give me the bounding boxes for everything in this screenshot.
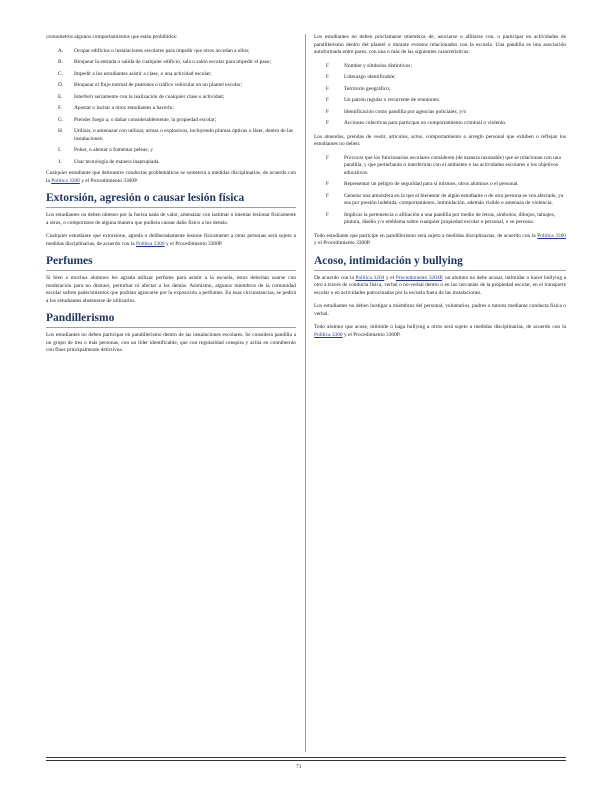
bullet-icon: F	[326, 98, 329, 103]
policy-link[interactable]: Política 3300	[135, 240, 165, 247]
bullet-icon: F	[326, 86, 329, 92]
column-divider	[305, 34, 306, 752]
list-text: Utilizar, o amenazar con utilizar, armas o explosivos, incluyendo plumas ópticas o láser, dentro de las instalaciones;	[74, 128, 293, 142]
list-text: Un patrón regular o recurrente de reuniones;	[344, 97, 440, 103]
right-column	[314, 34, 566, 345]
bullying-p3	[314, 324, 566, 339]
list-item	[46, 105, 296, 113]
list-item	[314, 63, 566, 71]
gangs-p1: Los estudiantes no deben participar en pandillerismo dentro de las instalaciones escolares. Se considera pandilla a un grupo de tres o más personas, con un líder identificable, que con regularidad conspira y actúa en contubernio con fines principalmente delictivos.	[46, 332, 296, 353]
extortion-p2-post: y el Procedimiento 3300P.	[165, 240, 223, 247]
bullet-icon: F	[326, 212, 329, 218]
bullet-icon: F	[326, 193, 329, 199]
section-heading-bullying: Acoso, intimidación y bullying	[314, 254, 566, 271]
bullying-p1-pre: De acuerdo con la	[314, 274, 354, 281]
gangs-closing	[314, 233, 566, 248]
list-item	[314, 181, 566, 189]
attire-intro: Los atuendos, prendas de vestir, artículos, actos, comportamiento o arreglo personal que exhiben o reflejan los estudiantes no deben:	[314, 133, 566, 147]
list-item	[314, 109, 566, 117]
list-text: Acciones colectivas para participar en comportamiento criminal o violento.	[344, 120, 507, 126]
list-text: Bloquear la entrada o salida de cualquier edificio, sala o salón escolar para impedir el paso;	[74, 59, 271, 65]
list-item	[314, 86, 566, 94]
attire-list	[314, 155, 566, 227]
list-text: Poker, o alentar o fomentar peleas; y	[74, 147, 153, 153]
list-text: Provocar que los funcionarios escolares consideren (de manera razonable) que se relacionan con una pandilla, y que perturbarán o interferirán con el ambiente o las actividades escolares o los objetivos educativos.	[344, 154, 561, 176]
list-letter: J.	[58, 158, 62, 165]
closing-post: y el Procedimiento 3300P.	[81, 177, 138, 184]
list-letter: F.	[58, 105, 62, 111]
list-letter: H.	[58, 128, 64, 134]
gangs-closing-post: y el Procedimiento 3300P.	[314, 240, 371, 246]
list-item	[46, 71, 296, 79]
list-item	[46, 128, 296, 143]
list-letter: G.	[58, 116, 64, 123]
list-letter: C.	[58, 70, 63, 77]
list-item	[314, 97, 566, 105]
bullying-p1-post: , un alumno no debe acosar, intimidar o hacer bullying a otro a través de conducta física, verbal o no-verbal dentro o en las cercanías de la propiedad escolar, en el transporte escolar o en actividades patrocinadas por la escuela fuera de las instalaciones.	[314, 274, 567, 296]
gang-characteristics-list	[314, 63, 566, 128]
list-item	[46, 94, 296, 102]
list-text: Ocupar edificios o instalaciones escolares para impedir que otros accedan a ellos;	[74, 47, 250, 54]
list-text: Implicar la pertenencia o afiliación a una pandilla por medio de letras, símbolos, dibujos, tatuajes, pintura, diseño y/o emblema sobre cualquier propiedad escolar o personal, o su persona.	[344, 211, 556, 225]
procedure-link[interactable]: Procedimiento 3204P	[395, 274, 443, 281]
prohibited-list	[46, 48, 296, 167]
intro-text: cronometros algunos comportamientos que están prohibidos:	[46, 34, 178, 40]
list-item	[46, 117, 296, 125]
list-item	[46, 59, 296, 67]
list-item	[314, 74, 566, 82]
list-letter: B.	[58, 59, 63, 65]
section-heading-perfumes: Perfumes	[46, 254, 296, 271]
list-item	[314, 120, 566, 128]
list-item	[314, 212, 566, 227]
list-text: Territorio geográfico;	[344, 85, 391, 92]
list-text: Generar una atmósfera en la que el bienestar de algún estudiante o de otra persona se vea afectado, ya sea por presión indebida, comportamiento, intimidación, ademán visible o amenaza de violencia.	[344, 192, 564, 206]
bullet-icon: F	[326, 155, 329, 161]
bullying-p3-post: y el Procedimiento 3300P.	[343, 331, 401, 338]
gangs-p2: Los estudiantes no deben proclamarse miembros de, asociarse o afiliarse con, o participar en actividades de pandillerismo dentro del plantel o durante eventos relacionados con la escuela. Una pandilla es una asociación autoformada entre pares, con una o más de las siguientes características:	[314, 34, 566, 55]
bullying-p1-mid: y el	[385, 274, 395, 281]
perfumes-p1: Si bien a muchos alumnos les agrada utilizar perfume para asistir a la escuela, éstos deberían usarse con moderación para no distraer, perturbar ni afectar a los demás. Asimismo, algunos miembros de la comunidad escolar sufren padecimientos que podrían agravarse por la exposición a perfumes. En esas circunstancias, se pedirá a los estudiantes abstenerse de utilizarlos.	[46, 275, 296, 304]
section-heading-extortion: Extorsión, agresión o causar lesión física	[46, 191, 296, 208]
list-letter: D.	[58, 82, 64, 88]
footer-rule-thin	[46, 760, 566, 761]
gangs-closing-pre: Todo estudiante que participe en pandillerismo será sujeto a medidas disciplinarias, de acuerdo con la	[314, 232, 536, 239]
page-number: 71	[296, 764, 302, 770]
extortion-p2	[46, 233, 296, 248]
list-text: Apostar o incitar a otros estudiantes a hacerlo;	[74, 105, 174, 111]
list-letter: A.	[58, 47, 64, 54]
bullying-p2: Los estudiantes no deben hostigar a miembros del personal, voluntarios, padres o tutores mediante conducta física o verbal.	[314, 303, 566, 317]
list-item	[46, 159, 296, 167]
bullet-icon: F	[326, 75, 329, 80]
list-text: Representar un peligro de seguridad para sí mismos, otros alumnos o el personal.	[344, 181, 519, 187]
section-heading-gangs: Pandillerismo	[46, 311, 296, 328]
left-column	[46, 34, 296, 361]
list-text: Interferir seriamente con la realización de cualquier clase o actividad;	[74, 93, 225, 100]
list-text: Impedir a los estudiantes asistir a clase, o una actividad escolar;	[74, 70, 212, 77]
list-text: Liderazgo identificable;	[344, 74, 396, 80]
list-letter: I.	[58, 147, 62, 153]
policy-link[interactable]: Política 3300	[51, 177, 80, 184]
extortion-p1: Los estudiantes no deben obtener por la fuerza nada de valor, amenazar con lastimar o intentar lesionar físicamente a otros, o comportarse de alguna manera que pudiera causar daño físico a los demás.	[46, 212, 296, 226]
list-item	[314, 155, 566, 178]
closing-text	[46, 170, 296, 185]
list-text: Identificación como pandilla por agencias policiales; y/o	[344, 108, 467, 115]
list-item	[46, 82, 296, 90]
footer-rule	[46, 757, 566, 758]
bullying-p3-pre: Todo alumno que acose, intimide o haga bullying a otros será sujeto a medidas disciplinarias, de acuerdo con la	[314, 324, 566, 330]
bullet-icon: F	[326, 182, 329, 187]
list-item	[46, 48, 296, 56]
bullet-icon: F	[326, 63, 329, 69]
closing-pre: Cualquier estudiante que demuestre conductas problemáticas se someterá a medidas disciplinarias, de acuerdo con la	[46, 170, 296, 184]
policy-link[interactable]: Política 3300	[537, 232, 566, 239]
list-text: Prender fuego a, o dañar considerablemente, la propiedad escolar;	[74, 116, 217, 123]
bullying-p1	[314, 275, 566, 298]
bullet-icon: F	[326, 109, 329, 115]
list-item	[46, 147, 296, 155]
list-letter: E.	[58, 93, 63, 100]
policy-link[interactable]: Política 3204	[355, 274, 385, 281]
list-text: Usar tecnología de manera inapropiada.	[74, 158, 160, 165]
list-text: Nombre y símbolos distintivos;	[344, 62, 412, 69]
list-text: Bloquear el flujo normal de peatones o tráfico vehicular en un plantel escolar;	[74, 82, 242, 88]
list-item	[314, 193, 566, 208]
policy-link[interactable]: Política 3300	[314, 331, 343, 338]
bullet-icon: F	[326, 121, 329, 126]
extortion-p2-pre: Cualquier estudiante que extorsione, agreda o deliberadamente lesione físicamente a otras personas será sujeto a medidas disciplinarias, de acuerdo con la	[46, 233, 296, 247]
